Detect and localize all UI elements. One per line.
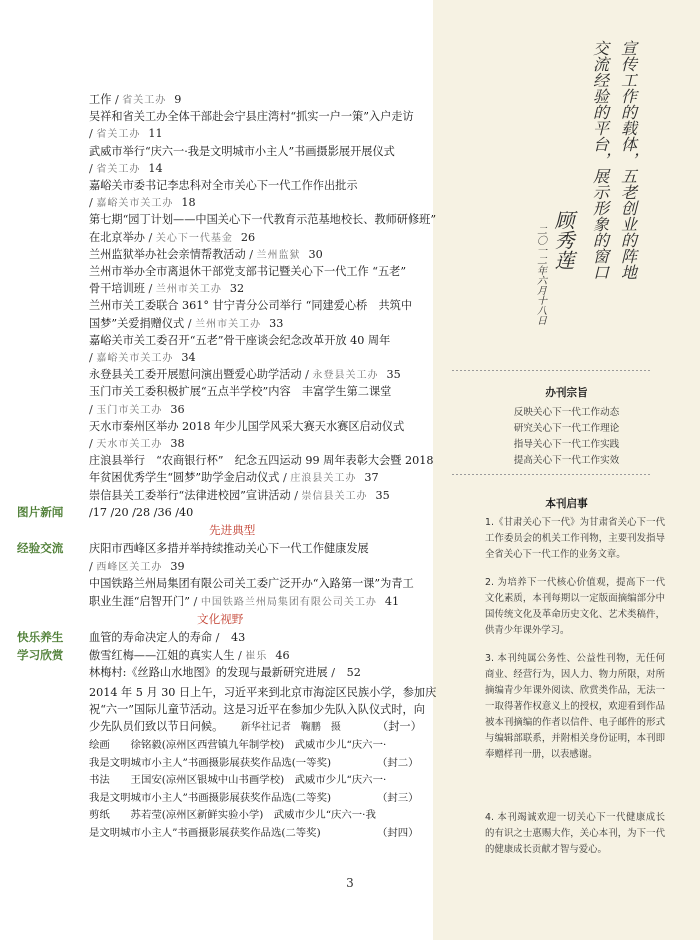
art-credit-text: 我是文明城市小主人”书画摄影展获奖作品选(一等奖) bbox=[89, 756, 332, 769]
toc-entry-source: 庄浪县关工办 bbox=[290, 473, 357, 485]
notice-paragraph: 1.《甘肃关心下一代》为甘肃省关心下一代工作委员会的机关工作刊物，主要刊发指导全省关心下一代工作的业务文章。 bbox=[485, 517, 665, 560]
toc-entry-title: 血管的寿命决定人的寿命 bbox=[89, 631, 213, 644]
toc-entry bbox=[89, 264, 406, 279]
separator: / bbox=[212, 631, 223, 644]
toc-entry bbox=[89, 648, 290, 664]
photo-credit: 新华社记者 鞠鹏 摄 bbox=[240, 722, 341, 733]
toc-entry bbox=[89, 316, 283, 332]
toc-entry-title: 林梅村:《丝路山水地图》的发现与最新研究进展 bbox=[89, 666, 328, 679]
toc-entry bbox=[89, 488, 390, 504]
separator: / bbox=[111, 93, 123, 106]
separator: / bbox=[234, 648, 246, 662]
toc-entry bbox=[89, 212, 436, 227]
toc-entry-source: 西峰区关工办 bbox=[96, 561, 163, 573]
toc-entry bbox=[89, 402, 185, 418]
calligraphy-line-1: 宣传工作的载体，五老创业的阵地 bbox=[618, 40, 638, 280]
toc-entry-title: 国梦”关爱捐赠仪式 bbox=[89, 316, 185, 330]
toc-entry-source: 天水市关工办 bbox=[96, 439, 163, 450]
toc-entry bbox=[89, 559, 185, 575]
toc-entry-page: 14 bbox=[148, 161, 163, 175]
toc-entry-source: 省关工办 bbox=[122, 95, 167, 106]
toc-entry-title: 骨干培训班 bbox=[89, 282, 145, 296]
toc-entry bbox=[89, 247, 323, 263]
notice-paragraph: 4. 本刊竭诚欢迎一切关心下一代健康成长的有识之士惠赐大作，关心本刊，为下一代的健康成长贡献才智与爱心。 bbox=[485, 812, 665, 855]
toc-entry-title: 兰州监狱举办社会亲情帮教活动 bbox=[89, 247, 246, 261]
section-label-study: 学习欣赏 bbox=[17, 648, 64, 662]
toc-entry-title: 嘉峪关市关工委召开“五老”骨干座谈会纪念改革开放 40 周年 bbox=[89, 333, 391, 347]
toc-entry-page: 46 bbox=[275, 648, 290, 662]
art-credit-text: 我是文明城市小主人”书画摄影展获奖作品选(二等奖) bbox=[89, 791, 332, 804]
art-credit-text: 绘画 徐铭毅(凉州区西营镇九年制学校) 武威市少儿“庆六一· bbox=[89, 739, 387, 751]
toc-entry bbox=[89, 576, 414, 591]
toc-entry-source: 嘉峪关市关工办 bbox=[96, 198, 174, 210]
toc-entry bbox=[89, 350, 196, 366]
separator: / bbox=[144, 230, 156, 244]
toc-entry bbox=[89, 126, 163, 142]
separator: / bbox=[279, 471, 291, 485]
toc-entry-source: 兰州市关工办 bbox=[195, 318, 262, 330]
toc-entry-source: 玉门市关工办 bbox=[96, 404, 163, 416]
toc-entry-title: 玉门市关工委积极扩展“五点半学校”内容 丰富学生第二课堂 bbox=[89, 385, 392, 399]
art-credit-line bbox=[89, 826, 321, 841]
notice-paragraph: 3. 本刊纯属公务性、公益性刊物，无任何商业、经营行为，因人力、物力所限，对所摘编青少年课外阅读、欣赏类作品，无法一一取得著作权意义上的授权，欢迎看到作品被本刊摘编的作者以信件、电子邮件的形式与编辑部联系，并附相关身份证明，本刊即奉赠样刊一册，以表感谢。 bbox=[485, 653, 665, 760]
cover-position: （封四） bbox=[377, 826, 419, 839]
toc-entry-page: 9 bbox=[174, 93, 182, 106]
art-credit-line bbox=[89, 756, 331, 771]
toc-entry-title: 在北京举办 bbox=[89, 230, 145, 244]
toc-entry-title: 兰州市关工委联合 361° 甘宁青分公司举行 “同建爱心桥 共筑中 bbox=[89, 299, 413, 313]
toc-entry-page: 32 bbox=[229, 282, 245, 296]
toc-entry-page: 41 bbox=[384, 594, 400, 608]
toc-entry bbox=[89, 333, 390, 348]
toc-entry-title: 中国铁路兰州局集团有限公司关工委广泛开办“入路第一课”为青工 bbox=[89, 577, 414, 590]
section-label-photo-news: 图片新闻 bbox=[17, 505, 64, 519]
toc-entry bbox=[89, 470, 379, 486]
toc-entry-page: 35 bbox=[386, 368, 401, 382]
toc-entry bbox=[89, 453, 434, 468]
toc-entry bbox=[89, 298, 412, 313]
toc-entry-source: 兰州监狱 bbox=[256, 249, 301, 261]
toc-entry bbox=[89, 144, 395, 159]
toc-entry bbox=[89, 92, 181, 108]
toc-entry-page: 36 bbox=[170, 402, 185, 416]
separator: / bbox=[89, 351, 97, 364]
calligraphy-date: 二〇一二年六月十八日 bbox=[534, 225, 546, 325]
toc-entry-page: 38 bbox=[170, 437, 185, 450]
toc-entry-title: 吴祥和省关工办全体干部赴会宁县庄湾村“抓实一户一策”入户走访 bbox=[89, 110, 414, 124]
separator: / bbox=[245, 247, 257, 261]
toc-entry bbox=[89, 230, 255, 246]
separator: / bbox=[189, 594, 201, 608]
toc-entry bbox=[89, 665, 361, 680]
cover-note-line: 祝“六一”国际儿童节活动。这是习近平在参加少先队入队仪式时，向 bbox=[89, 703, 425, 716]
separator: / bbox=[89, 161, 97, 175]
cover-position: （封二） bbox=[377, 756, 419, 769]
aim-item: 研究关心下一代工作理论 bbox=[513, 423, 620, 434]
photo-news-pages: /17 /20 /28 /36 /40 bbox=[89, 506, 194, 519]
separator: / bbox=[327, 666, 339, 679]
toc-entry bbox=[89, 178, 358, 193]
cover-note-text: 少先队员们致以节日问候。 bbox=[89, 720, 224, 733]
cover-position: （封三） bbox=[377, 791, 419, 804]
toc-entry bbox=[89, 630, 245, 645]
aim-item: 反映关心下一代工作动态 bbox=[513, 407, 620, 418]
notice-title: 本刊启事 bbox=[545, 498, 588, 510]
toc-entry-title: 庄浪县举行 “农商银行杯” 纪念五四运动 99 周年表彰大会暨 2018 bbox=[89, 454, 434, 468]
toc-entry-source: 中国铁路兰州局集团有限公司关工办 bbox=[200, 596, 377, 608]
toc-entry bbox=[89, 436, 185, 452]
separator: / bbox=[290, 488, 302, 502]
cover-note-line bbox=[89, 719, 341, 735]
toc-entry-source: 永登县关工办 bbox=[312, 370, 379, 382]
toc-entry-page: 43 bbox=[230, 631, 246, 644]
toc-entry-title: 天水市秦州区举办 2018 年少儿国学风采大赛天水赛区启动仪式 bbox=[89, 419, 405, 433]
calligraphy-inscription bbox=[478, 30, 678, 360]
divider bbox=[452, 474, 652, 475]
toc-entry-title: 武威市举行“庆六一·我是文明城市小主人”书画摄影展开展仪式 bbox=[89, 144, 395, 158]
toc-entry-page: 33 bbox=[269, 316, 284, 330]
divider bbox=[452, 370, 652, 371]
toc-entry bbox=[89, 367, 401, 383]
cover-note-line: 2014 年 5 月 30 日上午，习近平来到北京市海淀区民族小学，参加庆 bbox=[89, 686, 437, 699]
separator: / bbox=[89, 437, 97, 450]
toc-entry-title: 永登县关工委开展慰问演出暨爱心助学活动 bbox=[89, 368, 302, 382]
toc-entry-page: 37 bbox=[364, 471, 379, 485]
toc-entry-page: 52 bbox=[346, 666, 361, 679]
section-label-happy: 快乐养生 bbox=[17, 630, 64, 644]
toc-entry-title: 嘉峪关市委书记李忠科对全市关心下一代工作作出批示 bbox=[89, 179, 358, 192]
aim-item: 提高关心下一代工作实效 bbox=[513, 455, 620, 466]
separator: / bbox=[89, 402, 97, 416]
toc-entry bbox=[89, 594, 399, 610]
toc-entry-source: 嘉峪关市关工办 bbox=[96, 353, 174, 364]
toc-entry bbox=[89, 195, 196, 211]
toc-entry bbox=[89, 281, 244, 297]
toc-entry bbox=[89, 161, 163, 177]
toc-entry-source: 兰州市关工办 bbox=[155, 284, 222, 296]
toc-entry-title: 庆阳市西峰区多措并举持续推动关心下一代工作健康发展 bbox=[89, 542, 369, 555]
toc-entry bbox=[89, 109, 414, 124]
separator: / bbox=[89, 559, 97, 573]
aim-item: 指导关心下一代工作实践 bbox=[513, 439, 620, 450]
toc-entry bbox=[89, 384, 391, 399]
toc-entry-page: 11 bbox=[148, 127, 163, 141]
toc-entry-source: 省关工办 bbox=[96, 163, 141, 175]
aims-title: 办刊宗旨 bbox=[545, 387, 588, 399]
toc-entry-page: 39 bbox=[170, 559, 185, 573]
toc-entry-title: 第七期“园丁计划——中国关心下一代教育示范基地校长、教师研修班” bbox=[89, 213, 437, 227]
section-heading-advanced: 先进典型 bbox=[209, 523, 256, 537]
separator: / bbox=[89, 196, 97, 210]
section-label-experience: 经验交流 bbox=[17, 541, 64, 555]
separator: / bbox=[144, 282, 156, 296]
art-credit-text: 是文明城市小主人”书画摄影展获奖作品选(二等奖) bbox=[89, 826, 321, 839]
toc-entry-source: 崔乐 bbox=[245, 650, 268, 662]
toc-entry-title: 年贫困优秀学生“圆梦”助学金启动仪式 bbox=[89, 471, 280, 485]
art-credit-line bbox=[89, 808, 376, 823]
art-credit-line bbox=[89, 738, 386, 753]
art-credit-text: 剪纸 苏若莹(凉州区新鲜实验小学) 武威市少儿“庆六一·我 bbox=[89, 809, 376, 821]
toc-entry-title: 傲雪红梅——江姐的真实人生 bbox=[89, 648, 235, 662]
art-credit-line bbox=[89, 791, 331, 806]
notice-paragraph: 2. 为培养下一代核心价值观，提高下一代文化素质，本刊每期以一定版面摘编部分中国传统文化及革命历史文化、艺术类稿件，供青少年课外学习。 bbox=[485, 577, 665, 636]
toc-entry-title: 崇信县关工委举行“法律进校园”宣讲活动 bbox=[89, 488, 291, 502]
toc-entry-page: 26 bbox=[240, 230, 256, 244]
cover-position: （封一） bbox=[377, 720, 422, 733]
toc-entry-title: 职业生涯“启智开门” bbox=[89, 594, 190, 608]
calligraphy-line-2: 交流经验的平台，展示形象的窗口 bbox=[590, 40, 610, 280]
toc-entry-title: 兰州市举办全市离退休干部党支部书记暨关心下一代工作 “五老” bbox=[89, 265, 407, 278]
section-heading-culture: 文化视野 bbox=[197, 612, 244, 626]
calligraphy-signature: 顾秀莲 bbox=[551, 210, 575, 270]
separator: / bbox=[301, 368, 313, 382]
art-credit-text: 书法 王国安(凉州区银城中山书画学校) 武威市少儿“庆六一· bbox=[89, 774, 387, 786]
toc-entry-source: 崇信县关工办 bbox=[301, 490, 368, 502]
toc-entry-title: 工作 bbox=[89, 93, 112, 106]
toc-entry-source: 关心下一代基金 bbox=[155, 232, 233, 244]
toc-entry bbox=[89, 541, 369, 556]
toc-entry-page: 35 bbox=[375, 488, 390, 502]
separator: / bbox=[184, 316, 196, 330]
toc-entry-page: 30 bbox=[308, 247, 323, 261]
art-credit-line bbox=[89, 773, 386, 788]
toc-entry-page: 18 bbox=[181, 196, 196, 210]
toc-entry-page: 34 bbox=[181, 351, 196, 364]
toc-entry bbox=[89, 419, 404, 434]
page-number: 3 bbox=[346, 876, 354, 890]
separator: / bbox=[89, 127, 97, 141]
toc-entry-source: 省关工办 bbox=[96, 129, 141, 141]
